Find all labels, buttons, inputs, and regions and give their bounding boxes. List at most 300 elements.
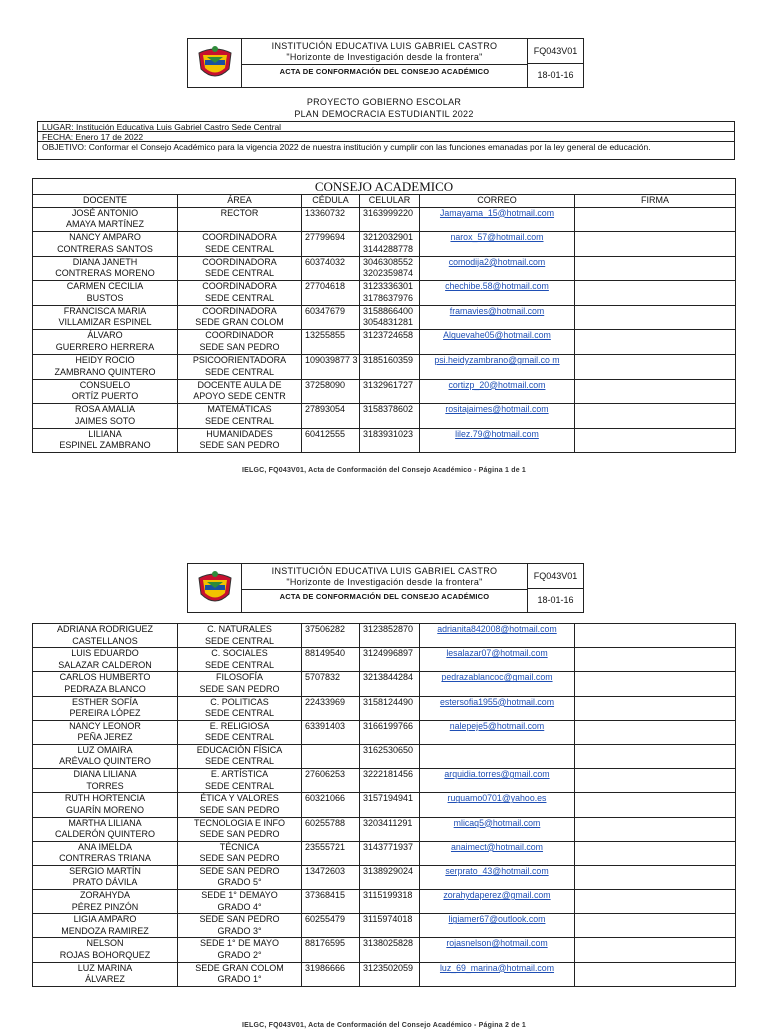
- celular-line: 3132961727: [363, 379, 414, 390]
- celular-line: 3183931023: [363, 428, 414, 439]
- celular-line: 3046308552: [363, 256, 414, 267]
- area-line: SEDE GRAN COLOM: [195, 317, 284, 328]
- firma-cell: [575, 793, 736, 817]
- area-cell: [178, 672, 302, 696]
- docente-name-line: CARMEN CECILIA: [66, 281, 144, 292]
- correo-cell: [420, 232, 575, 257]
- docente-cell: [33, 355, 178, 380]
- docente-cell: [33, 720, 178, 744]
- area-cell: [178, 817, 302, 841]
- area-line: GRADO 1°: [217, 974, 262, 985]
- docente-name-line: NANCY LEONOR: [69, 720, 141, 731]
- firma-cell: [575, 672, 736, 696]
- celular-cell: [360, 865, 420, 889]
- docente-cell: [33, 624, 178, 648]
- plan-title: PLAN DEMOCRACIA ESTUDIANTIL 2022: [294, 109, 474, 119]
- area-line: HUMANIDADES: [206, 428, 273, 439]
- area-line: SEDE CENTRAL: [204, 780, 275, 791]
- cedula-cell: 13472603: [302, 865, 360, 889]
- celular-cell: [360, 696, 420, 720]
- area-line: SEDE CENTRAL: [204, 708, 275, 719]
- docente-cell: [33, 817, 178, 841]
- celular-cell: [360, 914, 420, 938]
- docente-name-line: ESPINEL ZAMBRANO: [59, 440, 151, 451]
- cedula-cell: 23555721: [302, 841, 360, 865]
- celular-line: 3054831281: [363, 317, 414, 328]
- correo-cell: [420, 305, 575, 330]
- area-line: GRADO 5°: [217, 877, 262, 888]
- firma-cell: [575, 817, 736, 841]
- area-line: PSICOORIENTADORA: [192, 355, 287, 366]
- docente-name-line: DIANA LILIANA: [73, 769, 137, 780]
- docente-name-line: AMAYA MARTÍNEZ: [65, 219, 144, 229]
- correo-cell: [420, 938, 575, 962]
- docente-name-line: PEÑA JEREZ: [77, 732, 133, 743]
- docente-cell: [33, 305, 178, 330]
- email-link[interactable]: rojasnelson@hotmail.com: [446, 938, 548, 949]
- docente-name-line: LUZ MARINA: [77, 962, 133, 973]
- firma-cell: [575, 648, 736, 672]
- docente-name-line: CALDERÓN QUINTERO: [54, 829, 155, 839]
- table-row: [33, 305, 736, 330]
- celular-cell: [360, 281, 420, 306]
- project-title: PROYECTO GOBIERNO ESCOLAR: [306, 97, 462, 107]
- firma-cell: [575, 379, 736, 404]
- cedula-cell: 60412555: [302, 428, 360, 453]
- docente-name-line: JAIMES SOTO: [74, 415, 136, 426]
- celular-line: 3158124490: [363, 696, 414, 707]
- area-line: GRADO 3°: [217, 925, 262, 936]
- institution-motto: "Horizonte de Investigación desde la frontera": [286, 577, 483, 587]
- docente-cell: [33, 232, 178, 257]
- docente-cell: [33, 793, 178, 817]
- table-row: [33, 379, 736, 404]
- docente-name-line: CARLOS HUMBERTO: [59, 672, 151, 683]
- page-footer-2: IELGC, FQ043V01, Acta de Conformación del Consejo Académico - Página 2 de 1: [241, 1022, 527, 1029]
- correo-cell: [420, 379, 575, 404]
- email-link[interactable]: framavies@hotmail.com: [449, 305, 545, 316]
- area-cell: [178, 769, 302, 793]
- celular-cell: [360, 305, 420, 330]
- celular-line: 3157194941: [363, 793, 414, 804]
- table-row: [33, 648, 736, 672]
- celular-line: 3123852870: [363, 624, 414, 634]
- docente-cell: [33, 962, 178, 986]
- correo-cell: [420, 207, 575, 232]
- docente-cell: [33, 672, 178, 696]
- doc-date: 18-01-16: [537, 595, 574, 606]
- area-line: SEDE CENTRAL: [204, 243, 275, 254]
- celular-line: 3222181456: [363, 769, 414, 780]
- cedula-cell: 60255479: [302, 914, 360, 938]
- correo-cell: [420, 355, 575, 380]
- celular-cell: [360, 355, 420, 380]
- firma-cell: [575, 624, 736, 648]
- area-line: SEDE SAN PEDRO: [199, 853, 280, 864]
- table-row: [33, 720, 736, 744]
- docente-name-line: CASTELLANOS: [72, 635, 138, 646]
- correo-cell: [420, 769, 575, 793]
- docente-name-line: ROSA AMALIA: [74, 404, 136, 415]
- area-line: FILOSOFÍA: [215, 672, 263, 683]
- docente-cell: [33, 938, 178, 962]
- celular-cell: [360, 672, 420, 696]
- firma-cell: [575, 720, 736, 744]
- cedula-cell: [302, 744, 360, 768]
- celular-line: 3123724658: [363, 330, 414, 341]
- firma-cell: [575, 355, 736, 380]
- email-link[interactable]: adrianita842008@hotmail.com: [437, 624, 557, 634]
- docente-name-line: FRANCISCA MARIA: [63, 305, 147, 316]
- cedula-cell: 22433969: [302, 696, 360, 720]
- area-line: SEDE CENTRAL: [204, 366, 275, 377]
- correo-cell: [420, 962, 575, 986]
- area-line: SEDE CENTRAL: [204, 268, 275, 279]
- correo-cell: [420, 841, 575, 865]
- cedula-cell: 27799694: [302, 232, 360, 257]
- celular-cell: [360, 938, 420, 962]
- cedula-cell: 27704618: [302, 281, 360, 306]
- area-cell: [178, 841, 302, 865]
- doc-code: FQ043V01: [528, 564, 583, 589]
- area-line: SEDE 1° DEMAYO: [201, 890, 278, 901]
- table-row: [33, 330, 736, 355]
- correo-cell: [420, 672, 575, 696]
- docente-name-line: NANCY AMPARO: [69, 232, 141, 243]
- docente-cell: [33, 865, 178, 889]
- council-table-page1: [32, 178, 736, 453]
- firma-cell: [575, 962, 736, 986]
- celular-line: 3163999220: [363, 207, 414, 218]
- table-row: [33, 428, 736, 453]
- celular-cell: [360, 330, 420, 355]
- docente-name-line: PEDRAZA BLANCO: [64, 683, 146, 694]
- info-fecha: FECHA: Enero 17 de 2022: [38, 132, 734, 142]
- celular-line: 3123336301: [363, 281, 414, 292]
- area-cell: [178, 330, 302, 355]
- docente-name-line: BUSTOS: [86, 292, 124, 303]
- page-footer-1: IELGC, FQ043V01, Acta de Conformación del Consejo Académico - Página 1 de 1: [241, 467, 527, 474]
- correo-cell: [420, 648, 575, 672]
- area-line: SEDE GRAN COLOM: [195, 962, 284, 973]
- area-cell: [178, 914, 302, 938]
- doc-date: 18-01-16: [537, 70, 574, 81]
- celular-line: 3213844284: [363, 672, 414, 683]
- area-line: APOYO SEDE CENTR: [193, 391, 286, 402]
- celular-line: 3123502059: [363, 962, 414, 973]
- firma-cell: [575, 769, 736, 793]
- correo-cell: [420, 744, 575, 768]
- area-cell: [178, 428, 302, 453]
- celular-line: 3178637976: [363, 292, 414, 303]
- area-line: C. POLITICAS: [210, 696, 269, 707]
- docente-name-line: LIGIA AMPARO: [73, 914, 137, 925]
- docente-name-line: LUIS EDUARDO: [71, 648, 139, 659]
- firma-cell: [575, 428, 736, 453]
- table-row: [33, 672, 736, 696]
- celular-line: 3144288778: [363, 243, 414, 254]
- area-line: SEDE CENTRAL: [204, 415, 275, 426]
- celular-cell: [360, 207, 420, 232]
- doc-title: ACTA DE CONFORMACIÓN DEL CONSEJO ACADÉMICO: [279, 67, 490, 76]
- docente-name-line: ÁLVARO: [87, 330, 123, 341]
- cedula-cell: 88176595: [302, 938, 360, 962]
- area-line: DOCENTE AULA DE: [197, 379, 282, 390]
- celular-line: 3166199766: [363, 720, 414, 731]
- correo-cell: [420, 404, 575, 429]
- docente-name-line: TORRES: [86, 780, 124, 791]
- col-correo: CORREO: [420, 195, 575, 208]
- docente-name-line: ROJAS BOHORQUEZ: [59, 949, 151, 960]
- area-line: COORDINADORA: [202, 305, 277, 316]
- docente-name-line: ADRIANA RODRIGUEZ: [56, 624, 153, 634]
- celular-cell: [360, 962, 420, 986]
- institution-motto: "Horizonte de Investigación desde la frontera": [286, 52, 483, 62]
- docente-name-line: ORTÍZ PUERTO: [71, 391, 139, 402]
- celular-line: 3124996897: [363, 648, 414, 659]
- correo-cell: [420, 817, 575, 841]
- celular-cell: [360, 890, 420, 914]
- email-link[interactable]: ligiamer67@outlook.com: [448, 914, 546, 925]
- cedula-cell: 88149540: [302, 648, 360, 672]
- area-line: TECNOLOGIA E INFO: [193, 817, 285, 828]
- cedula-cell: 31986666: [302, 962, 360, 986]
- council-table-page2: [32, 623, 736, 987]
- area-cell: [178, 865, 302, 889]
- email-link[interactable]: ruguamo0701@yahoo.es: [447, 793, 547, 804]
- docente-name-line: CONSUELO: [79, 379, 131, 390]
- table-title: CONSEJO ACADEMICO: [33, 179, 736, 195]
- correo-cell: [420, 330, 575, 355]
- docente-name-line: GUERRERO HERRERA: [55, 341, 155, 352]
- table-row: [33, 281, 736, 306]
- area-cell: [178, 207, 302, 232]
- docente-name-line: DIANA JANETH: [72, 256, 138, 267]
- doc-header-page1: [187, 38, 584, 88]
- correo-cell: [420, 890, 575, 914]
- table-row: [33, 865, 736, 889]
- area-line: MATEMÁTICAS: [207, 404, 272, 415]
- cedula-cell: 63391403: [302, 720, 360, 744]
- firma-cell: [575, 207, 736, 232]
- celular-line: 3138929024: [363, 865, 414, 876]
- area-cell: [178, 962, 302, 986]
- email-link[interactable]: Jamayama_15@hotmail.com: [439, 207, 555, 218]
- email-link[interactable]: comodija2@hotmail.com: [448, 256, 546, 267]
- correo-cell: [420, 720, 575, 744]
- email-link[interactable]: Alguevahe05@hotmail.com: [443, 330, 551, 341]
- firma-cell: [575, 841, 736, 865]
- area-line: GRADO 2°: [217, 949, 262, 960]
- table-row: [33, 744, 736, 768]
- area-line: SEDE CENTRAL: [204, 292, 275, 303]
- cedula-cell: 5707832: [302, 672, 360, 696]
- email-link[interactable]: anaimect@hotmail.com: [450, 841, 544, 852]
- email-link[interactable]: narox_57@hotmail.com: [450, 232, 544, 243]
- celular-cell: [360, 256, 420, 281]
- docente-name-line: PÉREZ PINZÓN: [71, 901, 139, 912]
- cedula-cell: 37368415: [302, 890, 360, 914]
- celular-cell: [360, 404, 420, 429]
- cedula-cell: 60374032: [302, 256, 360, 281]
- docente-name-line: ZAMBRANO QUINTERO: [54, 366, 156, 377]
- area-line: SEDE CENTRAL: [204, 659, 275, 670]
- docente-name-line: VILLAMIZAR ESPINEL: [58, 317, 152, 328]
- table-row: [33, 841, 736, 865]
- firma-cell: [575, 232, 736, 257]
- area-line: COORDINADORA: [202, 256, 277, 267]
- firma-cell: [575, 744, 736, 768]
- email-link[interactable]: lesalazar07@hotmail.com: [446, 648, 548, 659]
- area-cell: [178, 696, 302, 720]
- area-line: ÉTICA Y VALORES: [200, 793, 279, 804]
- area-line: SEDE SAN PEDRO: [199, 440, 280, 451]
- email-link[interactable]: serprato_43@hotmail.com: [445, 865, 549, 876]
- area-line: TÉCNICA: [219, 841, 260, 852]
- area-line: SEDE SAN PEDRO: [199, 914, 280, 925]
- email-link[interactable]: cortizp_20@hotmail.com: [448, 379, 546, 390]
- docente-cell: [33, 281, 178, 306]
- docente-name-line: HEIDY ROCIO: [75, 355, 135, 366]
- table-row: [33, 914, 736, 938]
- firma-cell: [575, 938, 736, 962]
- table-row: [33, 793, 736, 817]
- table-row: [33, 962, 736, 986]
- area-line: SEDE CENTRAL: [204, 732, 275, 743]
- col-docente: DOCENTE: [33, 195, 178, 208]
- area-cell: [178, 648, 302, 672]
- email-link[interactable]: rositajaimes@hotmail.com: [445, 404, 549, 415]
- table-row: [33, 890, 736, 914]
- cedula-cell: 60255788: [302, 817, 360, 841]
- cedula-cell: 37258090: [302, 379, 360, 404]
- email-link[interactable]: nalepeje5@hotmail.com: [449, 720, 545, 731]
- cedula-cell: 13255855: [302, 330, 360, 355]
- area-line: C. SOCIALES: [211, 648, 268, 659]
- email-link[interactable]: chechibe.58@hotmail.com: [445, 281, 549, 292]
- docente-cell: [33, 841, 178, 865]
- email-link[interactable]: arquidia.torres@gmail.com: [444, 769, 550, 780]
- institution-name: INSTITUCIÓN EDUCATIVA LUIS GABRIEL CASTRO: [271, 566, 498, 576]
- area-line: COORDINADORA: [202, 232, 277, 243]
- area-line: EDUCACIÓN FÍSICA: [196, 744, 283, 755]
- email-link[interactable]: zorahydaperez@gmail.com: [443, 890, 551, 901]
- area-cell: [178, 938, 302, 962]
- correo-cell: [420, 281, 575, 306]
- docente-name-line: CONTRERAS MORENO: [55, 268, 155, 279]
- col-area: ÁREA: [178, 195, 302, 208]
- cedula-cell: 13360732: [302, 207, 360, 232]
- docente-name-line: PEREIRA LÓPEZ: [69, 708, 141, 719]
- area-line: C. NATURALES: [207, 624, 272, 634]
- area-cell: [178, 232, 302, 257]
- area-cell: [178, 793, 302, 817]
- area-line: SEDE 1° DE MAYO: [200, 938, 279, 949]
- area-cell: [178, 305, 302, 330]
- docente-name-line: GUARÍN MORENO: [65, 804, 144, 815]
- celular-cell: [360, 744, 420, 768]
- docente-name-line: ZORAHYDA: [79, 890, 130, 901]
- cedula-cell: 37506282: [302, 624, 360, 648]
- correo-cell: [420, 428, 575, 453]
- col-cedula: CÉDULA: [302, 195, 360, 208]
- area-cell: [178, 281, 302, 306]
- celular-line: 3143771937: [363, 841, 414, 852]
- docente-cell: [33, 696, 178, 720]
- docente-cell: [33, 744, 178, 768]
- docente-name-line: SERGIO MARTÍN: [69, 865, 141, 876]
- table-row: [33, 404, 736, 429]
- celular-line: 3202359874: [363, 268, 414, 279]
- email-link[interactable]: mlicaq5@hotmail.com: [453, 817, 541, 828]
- col-firma: FIRMA: [575, 195, 736, 208]
- docente-name-line: MARTHA LILIANA: [68, 817, 142, 828]
- docente-name-line: CONTRERAS SANTOS: [57, 243, 153, 254]
- area-cell: [178, 404, 302, 429]
- docente-cell: [33, 648, 178, 672]
- celular-line: 3203411291: [363, 817, 413, 828]
- firma-cell: [575, 281, 736, 306]
- doc-header-page2: [187, 563, 584, 613]
- celular-cell: [360, 379, 420, 404]
- celular-cell: [360, 720, 420, 744]
- area-line: SEDE SAN PEDRO: [199, 341, 280, 352]
- docente-name-line: LUZ OMAIRA: [77, 744, 133, 755]
- docente-cell: [33, 379, 178, 404]
- docente-name-line: ÁLVAREZ: [85, 974, 125, 985]
- area-line: GRADO 4°: [217, 901, 262, 912]
- area-cell: [178, 355, 302, 380]
- email-link[interactable]: psi.heidyzambrano@gmail.co m: [434, 355, 560, 366]
- docente-name-line: RUTH HORTENCIA: [64, 793, 146, 804]
- area-line: RECTOR: [220, 207, 259, 218]
- correo-cell: [420, 696, 575, 720]
- firma-cell: [575, 890, 736, 914]
- firma-cell: [575, 865, 736, 889]
- correo-cell: [420, 256, 575, 281]
- correo-cell: [420, 865, 575, 889]
- table-row: [33, 355, 736, 380]
- docente-name-line: SALAZAR CALDERON: [58, 659, 152, 670]
- table-row: [33, 624, 736, 648]
- area-line: SEDE SAN PEDRO: [199, 865, 280, 876]
- firma-cell: [575, 914, 736, 938]
- area-cell: [178, 720, 302, 744]
- firma-cell: [575, 256, 736, 281]
- area-line: SEDE CENTRAL: [204, 756, 275, 767]
- table-row: [33, 769, 736, 793]
- docente-name-line: NELSON: [86, 938, 124, 949]
- celular-line: 3162530650: [363, 744, 414, 755]
- celular-line: 3185160359: [363, 355, 414, 366]
- table-row: [33, 256, 736, 281]
- firma-cell: [575, 696, 736, 720]
- email-link[interactable]: estersofia1955@hotmail.com: [439, 696, 555, 707]
- email-link[interactable]: pedrazablancoc@gmail.com: [441, 672, 553, 683]
- school-crest-icon: [188, 564, 242, 612]
- email-link[interactable]: lilez.79@hotmail.com: [455, 428, 539, 439]
- celular-cell: [360, 841, 420, 865]
- docente-cell: [33, 914, 178, 938]
- doc-code: FQ043V01: [528, 39, 583, 64]
- celular-cell: [360, 232, 420, 257]
- email-link[interactable]: luz_69_marina@hotmail.com: [439, 962, 555, 973]
- area-line: COORDINADORA: [202, 281, 277, 292]
- firma-cell: [575, 305, 736, 330]
- cedula-cell: 60347679: [302, 305, 360, 330]
- celular-line: 3158866400: [363, 305, 414, 316]
- docente-cell: [33, 256, 178, 281]
